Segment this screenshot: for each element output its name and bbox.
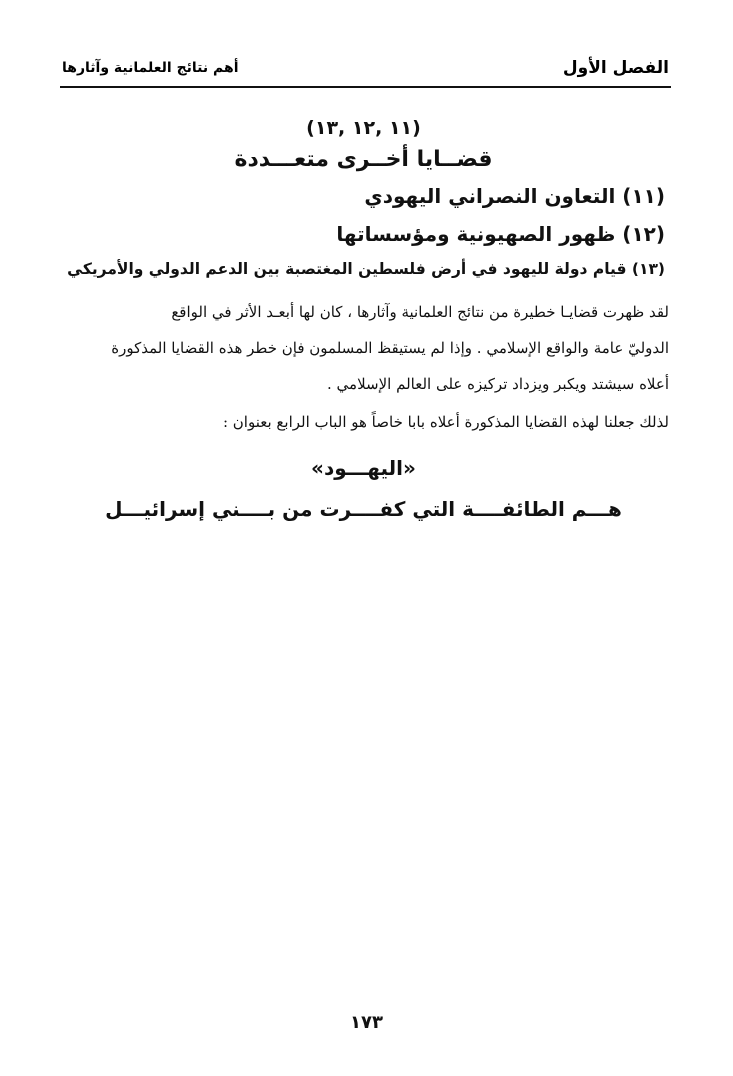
paragraph-line: الدوليّ عامة والواقع الإسلامي . وإذا لم يستيقظ المسلمون فإن خطر هذه القضايا المذكورة [111,339,669,357]
running-header [62,54,669,84]
chapter-heading: الفصل الأول [562,58,669,78]
list-item: (١٣) قيام دولة لليهود في أرض فلسطين المغتصبة بين الدعم الدولي والأمريكي [67,260,665,278]
page-number: ١٧٣ [350,1012,383,1033]
header-divider [60,86,671,88]
paragraph-line: لذلك جعلنا لهذه القضايا المذكورة أعلاه بابا خاصاً هو الباب الرابع بعنوان : [222,413,669,431]
part-title: «اليهـــود» [311,456,416,480]
list-item: (١٢) ظهور الصهيونية ومؤسساتها [336,222,665,246]
paragraph-line: لقد ظهرت قضايـا خطيرة من نتائج العلمانية وآثارها ، كان لها أبعـد الأثر في الواقع [171,303,669,321]
chapter-topic: أهم نتائج العلمانية وآثارها [62,60,239,76]
section-title: قضــايا أخــرى متعـــددة [234,147,493,172]
paragraph-line: أعلاه سيشتد ويكبر ويزداد تركيزه على العالم الإسلامي . [327,375,669,393]
part-subtitle: هـــم الطائفــــة التي كفــــرت من بــــني إسرائيـــل [105,497,622,521]
item-numbers: (١١ ,١٢ ,١٣) [306,117,421,139]
list-item: (١١) التعاون النصراني اليهودي [364,184,665,208]
